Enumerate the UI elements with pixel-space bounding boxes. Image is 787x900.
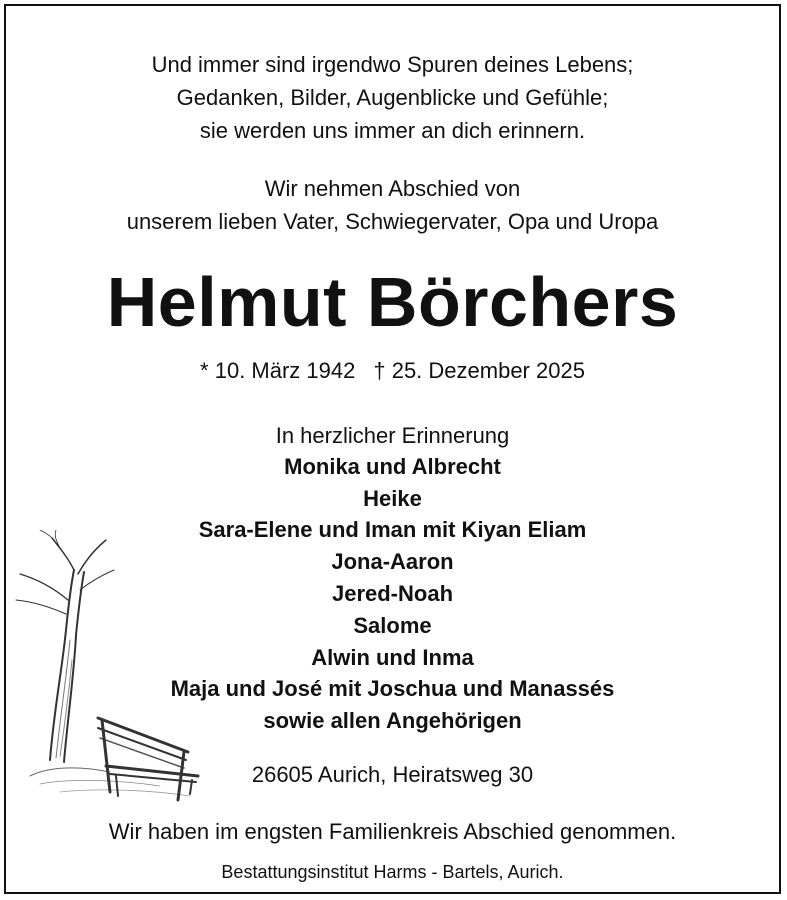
funeral-home: Bestattungsinstitut Harms - Bartels, Aurich. <box>221 862 564 882</box>
birth-date: * 10. März 1942 <box>200 358 356 383</box>
verse-line-1: Und immer sind irgendwo Spuren deines Lebens; <box>151 52 634 77</box>
death-date: † 25. Dezember 2025 <box>373 358 585 383</box>
mourner-line: Jona-Aaron <box>331 549 454 574</box>
mourner-line: Alwin und Inma <box>311 645 474 670</box>
mourner-line: Jered-Noah <box>331 581 454 606</box>
closing-statement: Wir haben im engsten Familienkreis Abschied genommen. <box>108 819 677 844</box>
deceased-name: Helmut Börchers <box>106 263 679 341</box>
verse-line-3: sie werden uns immer an dich erinnern. <box>199 118 586 143</box>
obituary-notice <box>4 4 781 894</box>
verse-line-2: Gedanken, Bilder, Augenblicke und Gefühle; <box>176 85 609 110</box>
intro-line-2: unserem lieben Vater, Schwiegervater, Opa und Uropa <box>126 209 659 234</box>
mourner-line: Sara-Elene und Iman mit Kiyan Eliam <box>198 517 587 542</box>
tree-bench-illustration <box>10 530 210 808</box>
life-dates <box>6 356 779 386</box>
intro-line-1: Wir nehmen Abschied von <box>264 176 521 201</box>
mourner-line: Heike <box>363 486 422 511</box>
mourner-line: Monika und Albrecht <box>284 454 501 479</box>
mourner-line: Maja und José mit Joschua und Manassés <box>170 676 615 701</box>
family-address: 26605 Aurich, Heiratsweg 30 <box>251 762 534 787</box>
mourner-line: sowie allen Angehörigen <box>263 708 522 733</box>
remembrance-line: In herzlicher Erinnerung <box>275 423 510 448</box>
mourner-line: Salome <box>353 613 432 638</box>
